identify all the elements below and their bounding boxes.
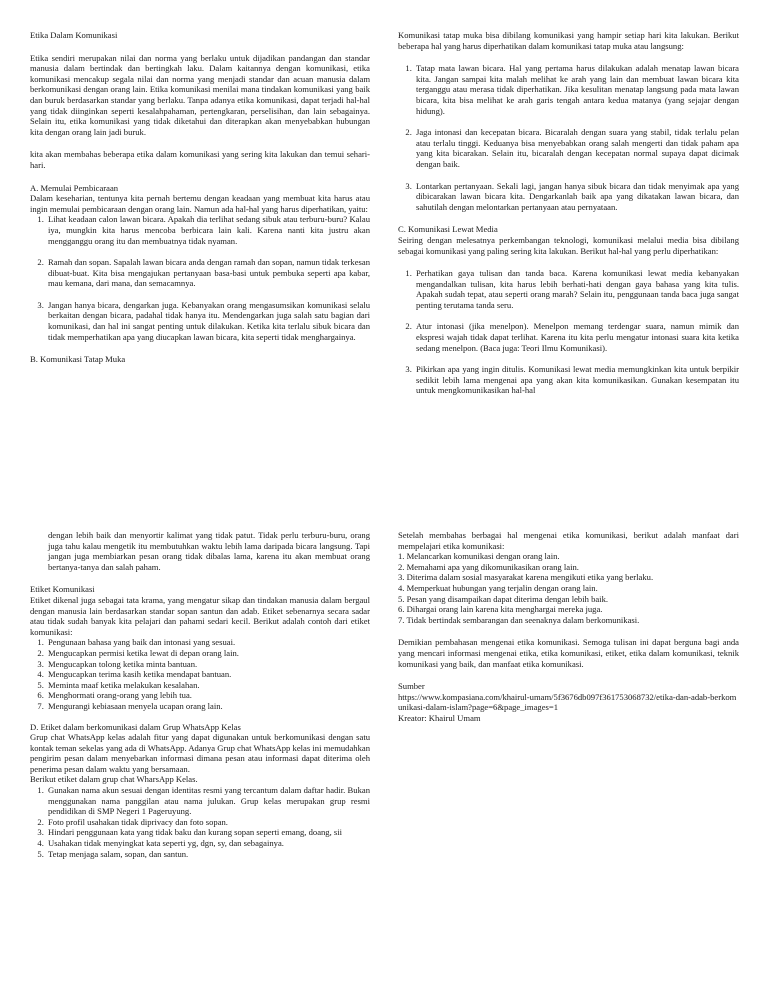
page1-right-column xyxy=(398,30,739,408)
list-item: 1. Pengunaan bahasa yang baik dan intonasi yang sesuai. xyxy=(46,637,370,648)
page2-left-column xyxy=(30,530,370,863)
source-link[interactable]: https://www.kompasiana.com/khairul-umam/5f3676db097f361753068732/etika-dan-adab-berkomunikasi-dalam-islam?page=6&page_images=1 xyxy=(398,691,737,713)
list-item: 5. Tetap menjaga salam, sopan, dan santun. xyxy=(46,849,370,860)
list-item: 3. Lontarkan pertanyaan. Sekali lagi, jangan hanya sibuk bicara dan tidak menyimak apa yang dibicarakan lawan bicara kita. Dengarkanlah baik apa yang dikatakan lawan bicara, dan sahutilah dengan melontarkan pertanyaan atau pernyataan. xyxy=(414,181,739,213)
etiket-list xyxy=(30,637,370,711)
list-item: 5. Meminta maaf ketika melakukan kesalahan. xyxy=(46,680,370,691)
intro-paragraph-2: kita akan membahas beberapa etika dalam komunikasi yang sering kita lakukan dan temui sehari-hari. xyxy=(30,149,370,170)
list-item: 2. Foto profil usahakan tidak diprivacy dan foto sopan. xyxy=(46,817,370,828)
section-a-list xyxy=(30,214,370,342)
list-item: 4. Mengucapkan terima kasih ketika mendapat bantuan. xyxy=(46,669,370,680)
section-d-heading: D. Etiket dalam berkomunikasi dalam Grup WhatsApp Kelas xyxy=(30,721,241,732)
benefits-intro: Setelah membahas berbagai hal mengenai etika komunikasi, berikut adalah manfaat dari mempelajari etika komunikasi: xyxy=(398,530,739,551)
face-to-face-intro: Komunikasi tatap muka bisa dibilang komunikasi yang hampir setiap hari kita lakukan. Berikut beberapa hal yang harus diperhatikan dalam komunikasi tatap muka atau langsung: xyxy=(398,30,739,51)
list-item: 6. Menghormati orang-orang yang lebih tua. xyxy=(46,690,370,701)
list-item: 1. Melancarkan komunikasi dengan orang lain. xyxy=(398,551,560,562)
continuation-paragraph: dengan lebih baik dan menyortir kalimat yang tidak patut. Tidak perlu terburu-buru, orang juga tahu kalau mengetik itu membutuhkan waktu lebih lama daripada bicara langsung. Tapi jangan juga membiarkan pesan orang tidak dibalas lama, karena itu akan membuat orang bertanya-tanya dan salah paham. xyxy=(48,530,370,572)
list-item: 6. Dihargai orang lain karena kita menghargai mereka juga. xyxy=(398,604,603,615)
list-item: 3. Hindari penggunaan kata yang tidak baku dan kurang sopan seperti emang, doang, sii xyxy=(46,827,370,838)
list-item: 2. Memahami apa yang dikomunikasikan orang lain. xyxy=(398,561,579,572)
section-d-text: Grup chat WhatsApp kelas adalah fitur yang dapat digunakan untuk berkomunikasi dengan satu kontak teman sekelas yang ada di WhatsApp. Adanya Grup chat WhatsApp kelas ini memudahkan pengirim pesan dalam menyebarkan informasi dimana pesan atau informasi dapat diterima oleh penerima pesan dalam waktu yang bersamaan. xyxy=(30,732,370,774)
section-d-text-2: Berikut etiket dalam grup chat WharsApp Kelas. xyxy=(30,774,198,785)
benefits-list xyxy=(398,551,739,625)
list-item: 4. Usahakan tidak menyingkat kata seperti yg, dgn, sy, dan sebagainya. xyxy=(46,838,370,849)
closing-paragraph: Demikian pembahasan mengenai etika komunikasi. Semoga tulisan ini dapat berguna bagi anda yang mencari informasi mengenai etika, etika komunikasi, etiket, etika dalam komunikasi, teknik komunikasi yang baik, dan manfaat etika komunikasi. xyxy=(398,637,739,669)
section-c-text: Seiring dengan melesatnya perkembangan teknologi, komunikasi melalui media bisa dibilang sebagai komunikasi yang paling sering kita lakukan. Berikut hal-hal yang perlu diperhatikan: xyxy=(398,234,739,256)
page1-left-column xyxy=(30,30,370,365)
etiket-text: Etiket dikenal juga sebagai tata krama, yang mengatur sikap dan tindakan manusia dalam bergaul dengan manusia lain berdasarkan standar sopan santun dan adab. Etiket sebenarnya secara sadar atau tidak sudah banyak kita pelajari dan pahami sedari kecil. Berikut adalah contoh dari etiket komunikasi: xyxy=(30,594,370,637)
list-item: 1. Lihat keadaan calon lawan bicara. Apakah dia terlihat sedang sibuk atau terburu-buru? Kalau iya, mungkin kita harus mencoba berbicara lain kali. Karena nanti kita justru akan mengganggu orang itu dan membuatnya tidak nyaman. xyxy=(46,214,370,246)
face-to-face-list xyxy=(398,63,739,212)
list-item: 2. Atur intonasi (jika menelpon). Menelpon memang terdengar suara, namun mimik dan ekspresi wajah tidak dapat terlihat. Karena itu kita perlu mengatur intonasi suara kita ketika sedang menelpon. (Baca juga: Teori Ilmu Komunikasi). xyxy=(414,321,739,353)
list-item: 2. Ramah dan sopan. Sapalah lawan bicara anda dengan ramah dan sopan, namun tidak terkesan dibuat-buat. Kita bisa mengajukan pertanyaan basa-basi untuk pembuka seperti apa kabar, mau kemana, dari mana, dan semacamnya. xyxy=(46,257,370,289)
list-item: 3. Jangan hanya bicara, dengarkan juga. Kebanyakan orang mengasumsikan komunikasi selalu berkaitan dengan bicara, padahal tidak hanya itu. Mendengarkan juga salah satu bagian dari komunikasi, dan hal ini sangat penting untuk dilakukan. Ketika kita terlalu sibuk bicara dan tidak memperhatikan apa yang diucapkan lawan bicara, kita seperti tidak menghargainya. xyxy=(46,300,370,342)
list-item: 3. Pikirkan apa yang ingin ditulis. Komunikasi lewat media memungkinkan kita untuk berpikir sedikit lebih lama mengenai apa yang akan kita komunikasikan. Gunakan kesempatan itu untuk mengkomunikasikan hal-hal xyxy=(414,364,739,396)
page2-right-column xyxy=(398,530,739,724)
list-item: 1. Perhatikan gaya tulisan dan tanda baca. Karena komunikasi lewat media kebanyakan mengandalkan tulisan, kita harus lebih berhati-hati dengan gaya bahasa yang kita tulis. Apakah sudah tepat, atau seperti orang marah? Selain itu, penggunaan tanda baca juga sangat penting terutama tanda seru. xyxy=(414,268,739,310)
section-a-heading: A. Memulai Pembicaraan xyxy=(30,182,119,193)
section-d-list xyxy=(30,785,370,859)
section-a-text: Dalam keseharian, tentunya kita pernah bertemu dengan keadaan yang membuat kita harus atau ingin memulai pembicaraan dengan orang lain. Namun ada hal-hal yang harus diperhatikan, yaitu: xyxy=(30,193,370,214)
list-item: 3. Mengucapkan tolong ketika minta bantuan. xyxy=(46,659,370,670)
section-c-list xyxy=(398,268,739,396)
list-item: 5. Pesan yang disampaikan dapat diterima dengan lebih baik. xyxy=(398,593,609,604)
intro-paragraph: Etika sendiri merupakan nilai dan norma yang berlaku untuk dijadikan pandangan dan standar manusia dalam bertindak dan bertingkah laku. Dalam kaitannya dengan komunikasi, etika komunikasi mencakup segala nilai dan norma yang menjadi standar dan acuan manusia dalam berkomunikasi dengan orang lain. Etika komunikasi menilai mana tindakan komunikasi yang baik dan buruk berdasarkan standar yang berlaku. Tanpa adanya etika komunikasi, dapat terjadi hal-hal yang tidak diinginkan seperti kesalahpahaman, pertengkaran, perselisihan, dan lain sebagainya. Selain itu, etika komunikasi yang tidak diketahui dan diterapkan akan menyebabkan hubungan kita dengan orang lain jadi buruk. xyxy=(30,52,370,137)
list-item: 3. Diterima dalam sosial masyarakat karena mengikuti etika yang berlaku. xyxy=(398,572,654,583)
list-item: 4. Memperkuat hubungan yang terjalin dengan orang lain. xyxy=(398,582,598,593)
list-item: 2. Jaga intonasi dan kecepatan bicara. Bicaralah dengan suara yang stabil, tidak terlalu pelan atau terlalu tinggi. Keduanya bisa menyebabkan orang salah mengerti dan tidak paham apa yang kita bicarakan. Selain itu, bicaralah dengan kecepatan normal supaya dapat dicimak dengan baik. xyxy=(414,127,739,169)
list-item: 7. Mengurangi kebiasaan menyela ucapan orang lain. xyxy=(46,701,370,712)
creator-credit: Kreator: Khairul Umam xyxy=(398,712,481,723)
section-b-heading: B. Komunikasi Tatap Muka xyxy=(30,354,126,365)
section-c-heading: C. Komunikasi Lewat Media xyxy=(398,224,498,235)
etiket-heading: Etiket Komunikasi xyxy=(30,584,95,595)
list-item: 2. Mengucapkan permisi ketika lewat di depan orang lain. xyxy=(46,648,370,659)
document-title: Etika Dalam Komunikasi xyxy=(30,30,118,40)
list-item: 7. Tidak bertindak sembarangan dan seenaknya dalam berkomunikasi. xyxy=(398,614,640,625)
source-label: Sumber xyxy=(398,681,425,692)
list-item: 1. Gunakan nama akun sesuai dengan identitas resmi yang tercantum dalam daftar hadir. Bukan menggunakan nama panggilan atau nama julukan. Grup kelas merupakan grup resmi pendidikan di SMP Negeri 1 Pageruyung. xyxy=(46,785,370,817)
list-item: 1. Tatap mata lawan bicara. Hal yang pertama harus dilakukan adalah menatap lawan bicara kita. Jangan sampai kita malah melihat ke arah yang lain dan membuat lawan bicara kita terganggu atau merasa tidak diperhatikan. Jika kesulitan menatap langsung pada mata lawan bicara, kita bisa melihat ke arah garis tengah antara kedua matanya (yang sejajar dengan hidung). xyxy=(414,63,739,116)
